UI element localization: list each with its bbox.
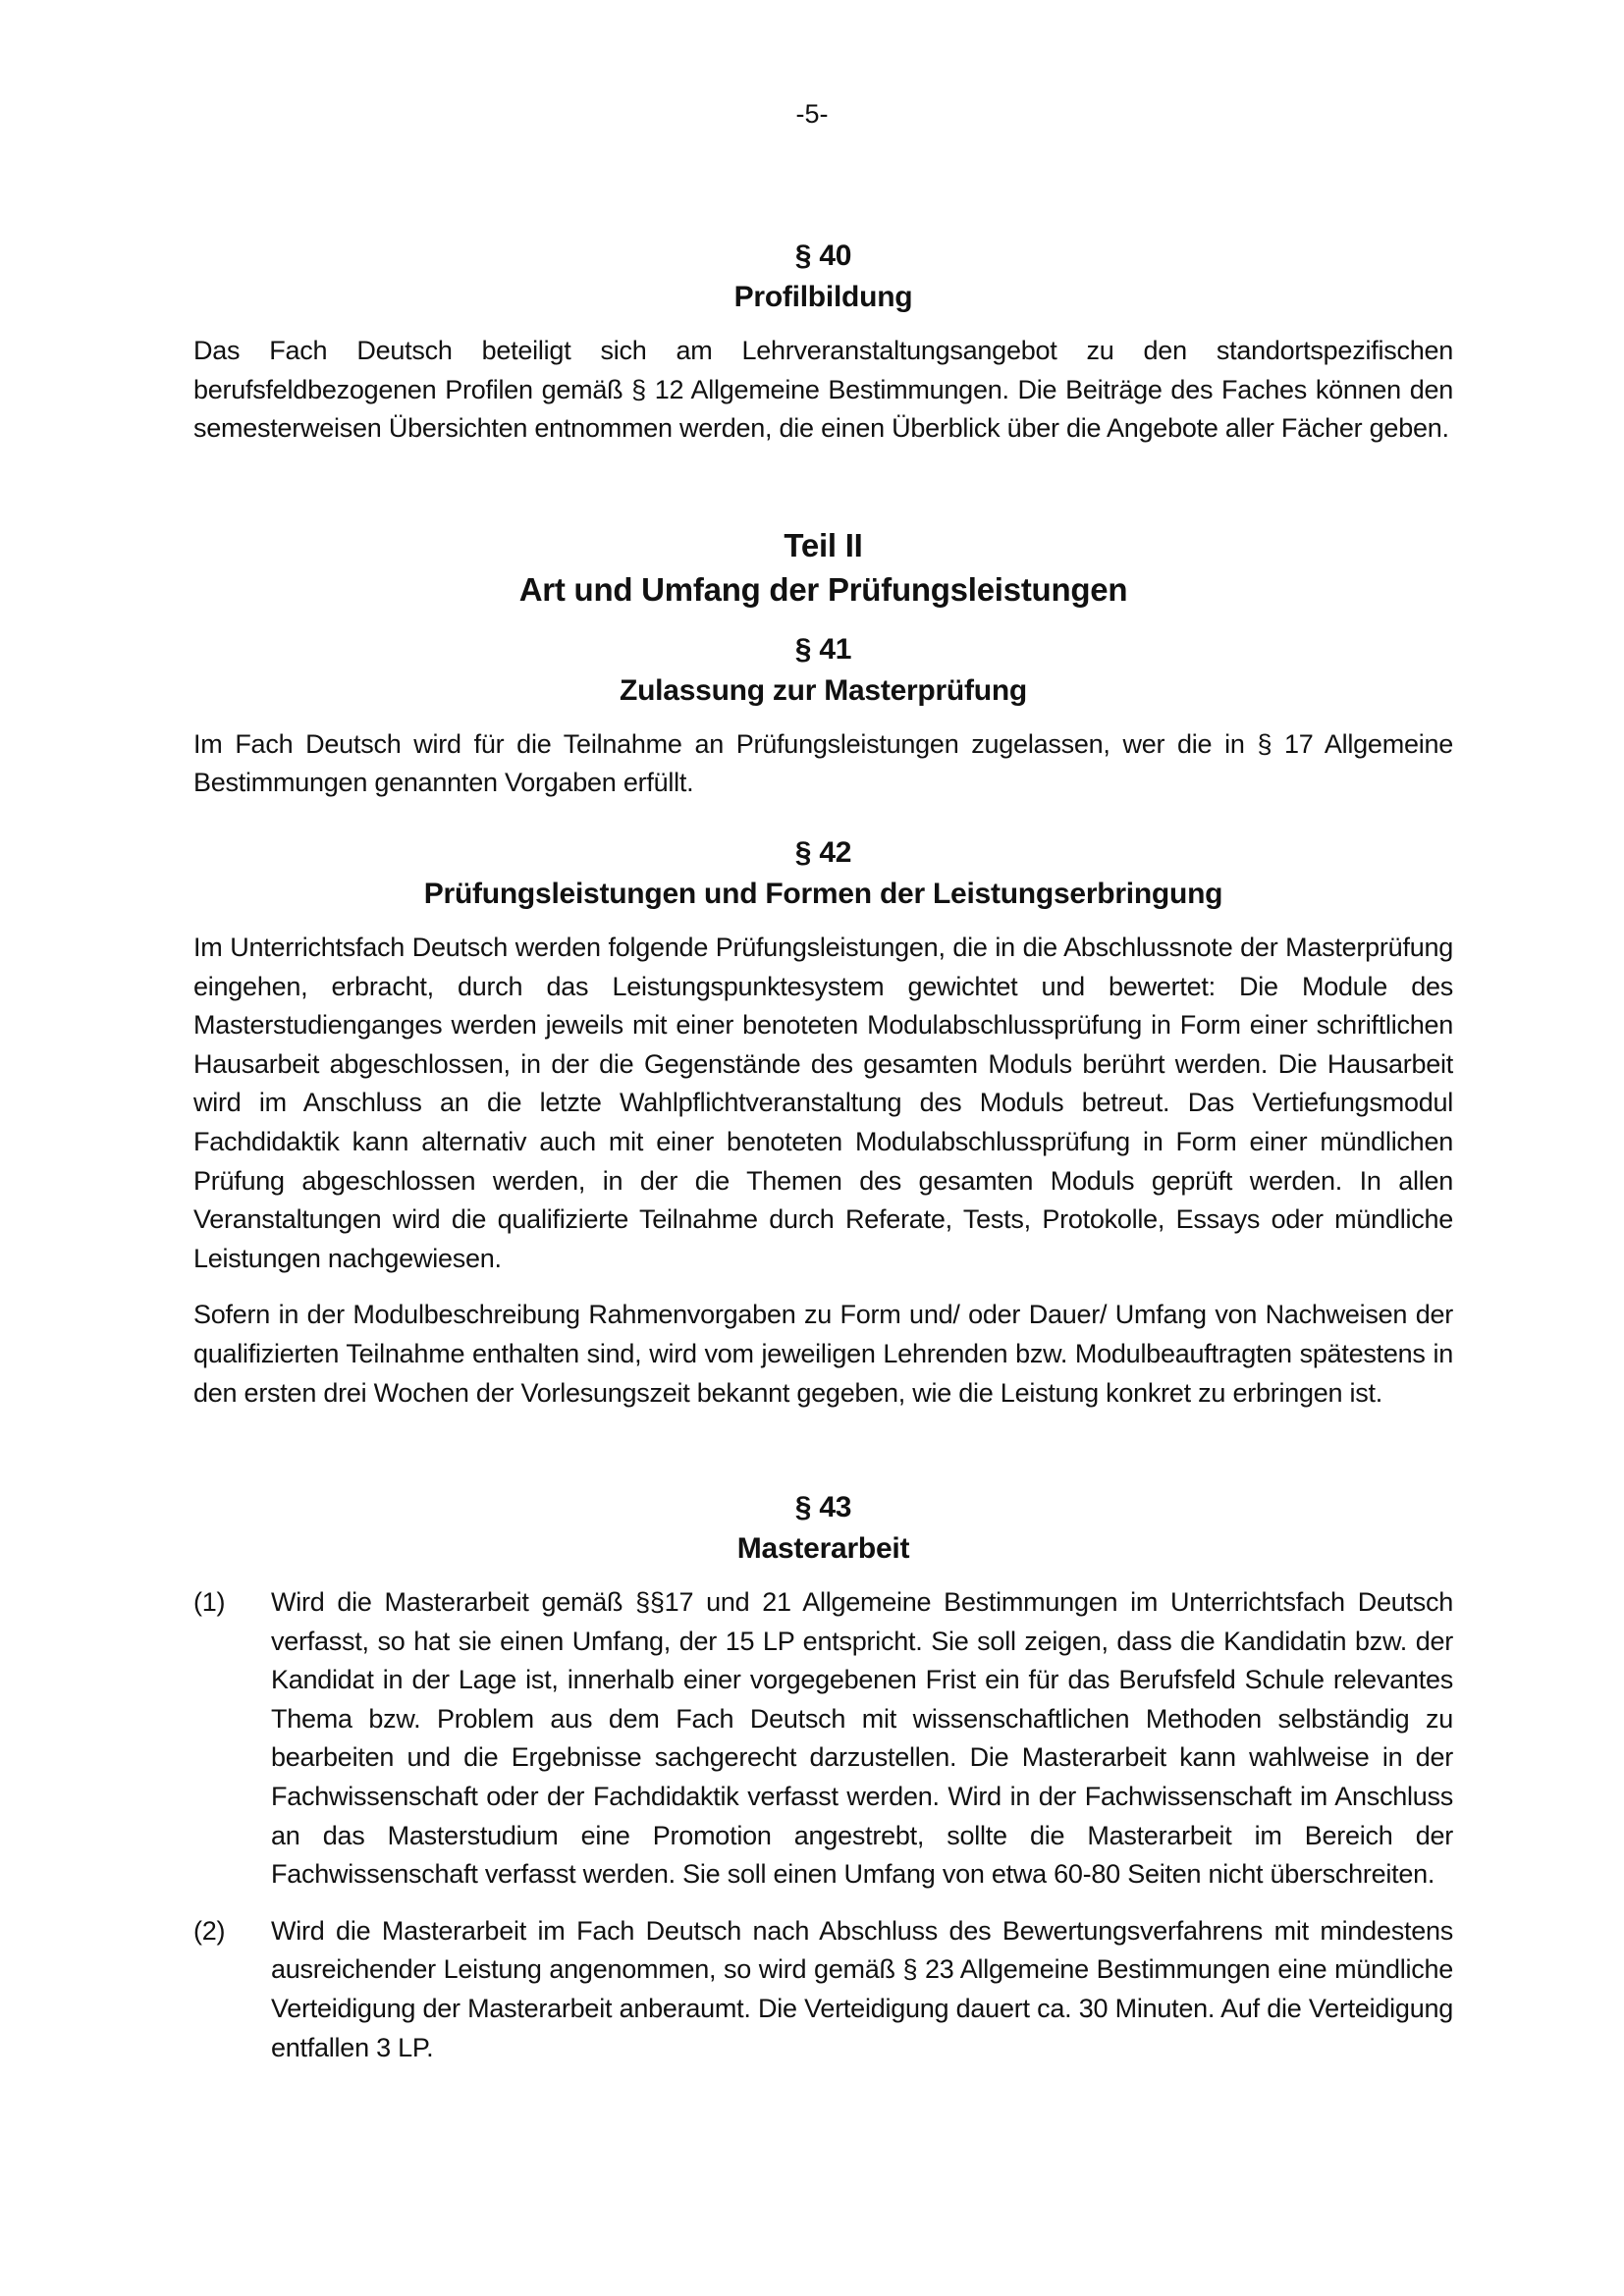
paragraph-text: Wird die Masterarbeit im Fach Deutsch nach Abschluss des Bewertungsverfahrens mit mindestens ausreichender Leistung angenommen, so wird gemäß § 23 Allgemeine Bestimmungen eine mündliche Verteidigung der Masterarbeit anberaumt. Die Verteidigung dauert ca. 30 Minuten. Auf die Verteidigung entfallen 3 LP. [271,1915,1453,2062]
section-42 [193,832,1453,1413]
section-title: Zulassung zur Masterprüfung [620,673,1027,707]
section-40 [193,236,1453,449]
paragraph-number: (2) [193,1915,226,1946]
section-title: Profilbildung [733,281,913,313]
section-title: Prüfungsleistungen und Formen der Leistungserbringung [423,877,1223,910]
paragraph-text: Wird die Masterarbeit gemäß §§17 und 21 Allgemeine Bestimmungen im Unterrichtsfach Deutsch verfasst, so hat sie einen Umfang, der 15 LP entspricht. Sie soll zeigen, dass die Kandidatin bzw. der Kandidat in der Lage ist, innerhalb einer vorgegebenen Frist ein für das Berufsfeld Schule relevantes Thema bzw. Problem aus dem Fach Deutsch mit wissenschaftlichen Methoden selbständig zu bearbeiten und die Ergebnisse sachgerecht darzustellen. Die Masterarbeit kann wahlweise in der Fachwissenschaft oder der Fachdidaktik verfasst werden. Wird in der Fachwissenschaft im Anschluss an das Masterstudium eine Promotion angestrebt, sollte die Masterarbeit im Bereich der Fachwissenschaft verfasst werden. Sie soll einen Umfang von etwa 60-80 Seiten nicht überschreiten. [271,1587,1453,1890]
section-paragraph: Im Fach Deutsch wird für die Teilnahme an Prüfungsleistungen zugelassen, wer die in § 17 Allgemeine Bestimmungen genannten Vorgaben erfüllt. [193,728,1453,798]
numbered-paragraph [193,1583,1453,1895]
section-number: § 43 [794,1491,852,1524]
page-number: -5- [795,99,829,129]
section-paragraph: Im Unterrichtsfach Deutsch werden folgende Prüfungsleistungen, die in die Abschlussnote der Masterprüfung eingehen, erbracht, durch das Leistungspunktesystem gewichtet und bewertet: Die Module des Masterstudienganges werden jeweils mit einer benoteten Modulabschlussprüfung in Form einer schriftlichen Hausarbeit abgeschlossen, in der die Gegenstände des gesamten Moduls berührt werden. Die Hausarbeit wird im Anschluss an die letzte Wahlpflichtveranstaltung des Moduls betreut. Das Vertiefungsmodul Fachdidaktik kann alternativ auch mit einer benoteten Modulabschlussprüfung in Form einer mündlichen Prüfung abgeschlossen werden, in der die Themen des gesamten Moduls geprüft werden. In allen Veranstaltungen wird die qualifizierte Teilnahme durch Referate, Tests, Protokolle, Essays oder mündliche Leistungen nachgewiesen. [193,932,1453,1273]
part-label: Teil II [784,526,863,563]
document-body [193,236,1453,2067]
numbered-paragraph [193,1912,1453,2067]
section-41 [193,629,1453,803]
part-heading [193,523,1453,612]
part-title: Art und Umfang der Prüfungsleistungen [518,570,1128,608]
section-number: § 40 [794,240,852,272]
section-paragraph: Das Fach Deutsch beteiligt sich am Lehrveranstaltungsangebot zu den standortspezifischen berufsfeldbezogenen Profilen gemäß § 12 Allgemeine Bestimmungen. Die Beiträge des Faches können den semesterweisen Übersichten entnommen werden, die einen Überblick über die Angebote aller Fächer geben. [193,336,1453,444]
section-number: § 41 [794,632,852,666]
section-title: Masterarbeit [736,1532,910,1566]
section-number: § 42 [794,835,852,869]
section-paragraph: Sofern in der Modulbeschreibung Rahmenvorgaben zu Form und/ oder Dauer/ Umfang von Nachweisen der qualifizierten Teilnahme enthalten sind, wird vom jeweiligen Lehrenden bzw. Modulbeauftragten spätestens in den ersten drei Wochen der Vorlesungszeit bekannt gegeben, wie die Leistung konkret zu erbringen ist. [193,1300,1453,1408]
paragraph-number: (1) [193,1587,226,1618]
section-43 [193,1487,1453,2067]
